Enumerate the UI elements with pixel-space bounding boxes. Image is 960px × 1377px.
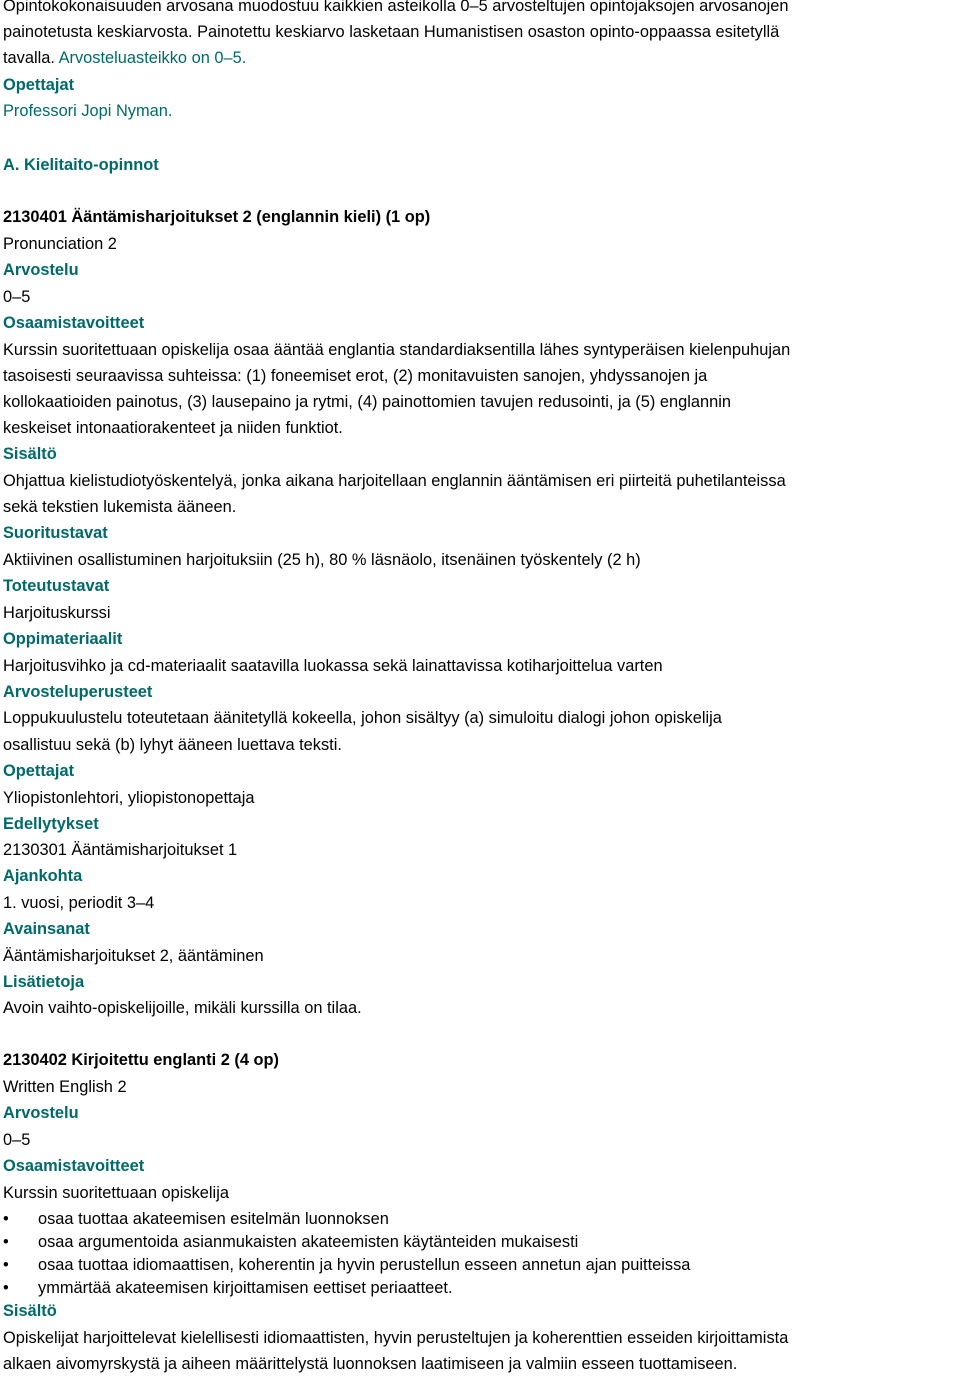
grading-scale-text: Arvosteluasteikko on 0–5. <box>58 49 247 67</box>
paragraph-line: keskeiset intonaatiorakenteet ja niiden funktiot. <box>3 419 343 437</box>
field-value: Aktiivinen osallistuminen harjoituksiin (25 h), 80 % läsnäolo, itsenäinen työskentely (2 h) <box>3 551 641 569</box>
field-heading: Opettajat <box>3 762 75 780</box>
field-heading: Osaamistavoitteet <box>3 314 145 332</box>
bullet-icon: • <box>3 1256 9 1274</box>
paragraph-line: kollokaatioiden painotus, (3) lausepaino ja rytmi, (4) painottomien tavujen redusointi, ja (5) englannin <box>3 393 731 411</box>
paragraph-line: Kurssin suoritettuaan opiskelija <box>3 1184 229 1202</box>
paragraph-line: tasoisesti seuraavissa suhteissa: (1) foneemiset erot, (2) monitavuisten sanojen, yhdyssanojen ja <box>3 367 708 385</box>
intro-line <box>3 48 246 68</box>
intro-line: Opintokokonaisuuden arvosana muodostuu kaikkien asteikolla 0–5 arvosteltujen opintojaksojen arvosanojen <box>3 0 789 15</box>
bullet-icon: • <box>3 1279 9 1297</box>
bullet-icon: • <box>3 1233 9 1251</box>
field-heading: Osaamistavoitteet <box>3 1157 145 1175</box>
paragraph-line: Ohjattua kielistudiotyöskentelyä, jonka aikana harjoitellaan englannin ääntämisen eri piirteitä puhetilanteissa <box>3 472 786 490</box>
field-value: Harjoitusvihko ja cd-materiaalit saatavilla luokassa sekä lainattavissa kotiharjoittelua varten <box>3 657 663 675</box>
field-heading: Sisältö <box>3 445 57 463</box>
field-heading: Toteutustavat <box>3 577 110 595</box>
field-value: 0–5 <box>3 288 31 306</box>
field-heading: Arvostelu <box>3 1104 79 1122</box>
list-item: osaa argumentoida asianmukaisten akateemisten käytänteiden mukaisesti <box>38 1233 579 1251</box>
field-heading: Avainsanat <box>3 920 90 938</box>
field-heading: Suoritustavat <box>3 524 108 542</box>
list-item: osaa tuottaa idiomaattisen, koherentin ja hyvin perustellun esseen annetun ajan puitteissa <box>38 1256 691 1274</box>
field-value: 1. vuosi, periodit 3–4 <box>3 894 155 912</box>
intro-line: painotetusta keskiarvosta. Painotettu keskiarvo lasketaan Humanistisen osaston opinto-oppaassa esitetyllä <box>3 23 780 41</box>
field-heading: Lisätietoja <box>3 973 85 991</box>
field-heading: Arvostelu <box>3 261 79 279</box>
field-value: Avoin vaihto-opiskelijoille, mikäli kurssilla on tilaa. <box>3 999 362 1017</box>
field-value: Harjoituskurssi <box>3 604 111 622</box>
paragraph-line: Loppukuulustelu toteutetaan äänitetyllä kokeella, johon sisältyy (a) simuloitu dialogi johon opiskelija <box>3 709 722 727</box>
course-english-name: Pronunciation 2 <box>3 235 117 253</box>
course-english-name: Written English 2 <box>3 1078 127 1096</box>
field-heading: Arvosteluperusteet <box>3 683 153 701</box>
field-heading: Sisältö <box>3 1302 57 1320</box>
bullet-icon: • <box>3 1210 9 1228</box>
paragraph-line: osallistuu sekä (b) lyhyt ääneen luettava teksti. <box>3 736 342 754</box>
field-value: Yliopistonlehtori, yliopistonopettaja <box>3 789 255 807</box>
paragraph-line: Opiskelijat harjoittelevat kielellisesti idiomaattisten, hyvin perusteltujen ja koherenttien esseiden kirjoittamista <box>3 1329 789 1347</box>
section-title: A. Kielitaito-opinnot <box>3 156 159 174</box>
paragraph-line: Kurssin suoritettuaan opiskelija osaa ääntää englantia standardiaksentilla lähes syntyperäisen kielenpuhujan <box>3 341 791 359</box>
teacher-value: Professori Jopi Nyman. <box>3 102 173 120</box>
list-item: ymmärtää akateemisen kirjoittamisen eettiset periaatteet. <box>38 1279 453 1297</box>
paragraph-line: alkaen aivomyrskystä ja aiheen määrittelystä luonnoksen laatimiseen ja valmiin esseen tuottamiseen. <box>3 1355 738 1373</box>
field-heading: Oppimateriaalit <box>3 630 123 648</box>
course-title: 2130401 Ääntämisharjoitukset 2 (englannin kieli) (1 op) <box>3 208 431 226</box>
paragraph-line: sekä tekstien lukemista ääneen. <box>3 498 237 516</box>
field-value: 0–5 <box>3 1131 31 1149</box>
field-heading: Ajankohta <box>3 867 83 885</box>
field-heading: Edellytykset <box>3 815 99 833</box>
list-item: osaa tuottaa akateemisen esitelmän luonnoksen <box>38 1210 389 1228</box>
section-heading: Opettajat <box>3 76 75 94</box>
field-value: 2130301 Ääntämisharjoitukset 1 <box>3 841 238 859</box>
course-title: 2130402 Kirjoitettu englanti 2 (4 op) <box>3 1051 279 1069</box>
intro-text: tavalla. <box>3 49 55 67</box>
field-value: Ääntämisharjoitukset 2, ääntäminen <box>3 947 264 965</box>
